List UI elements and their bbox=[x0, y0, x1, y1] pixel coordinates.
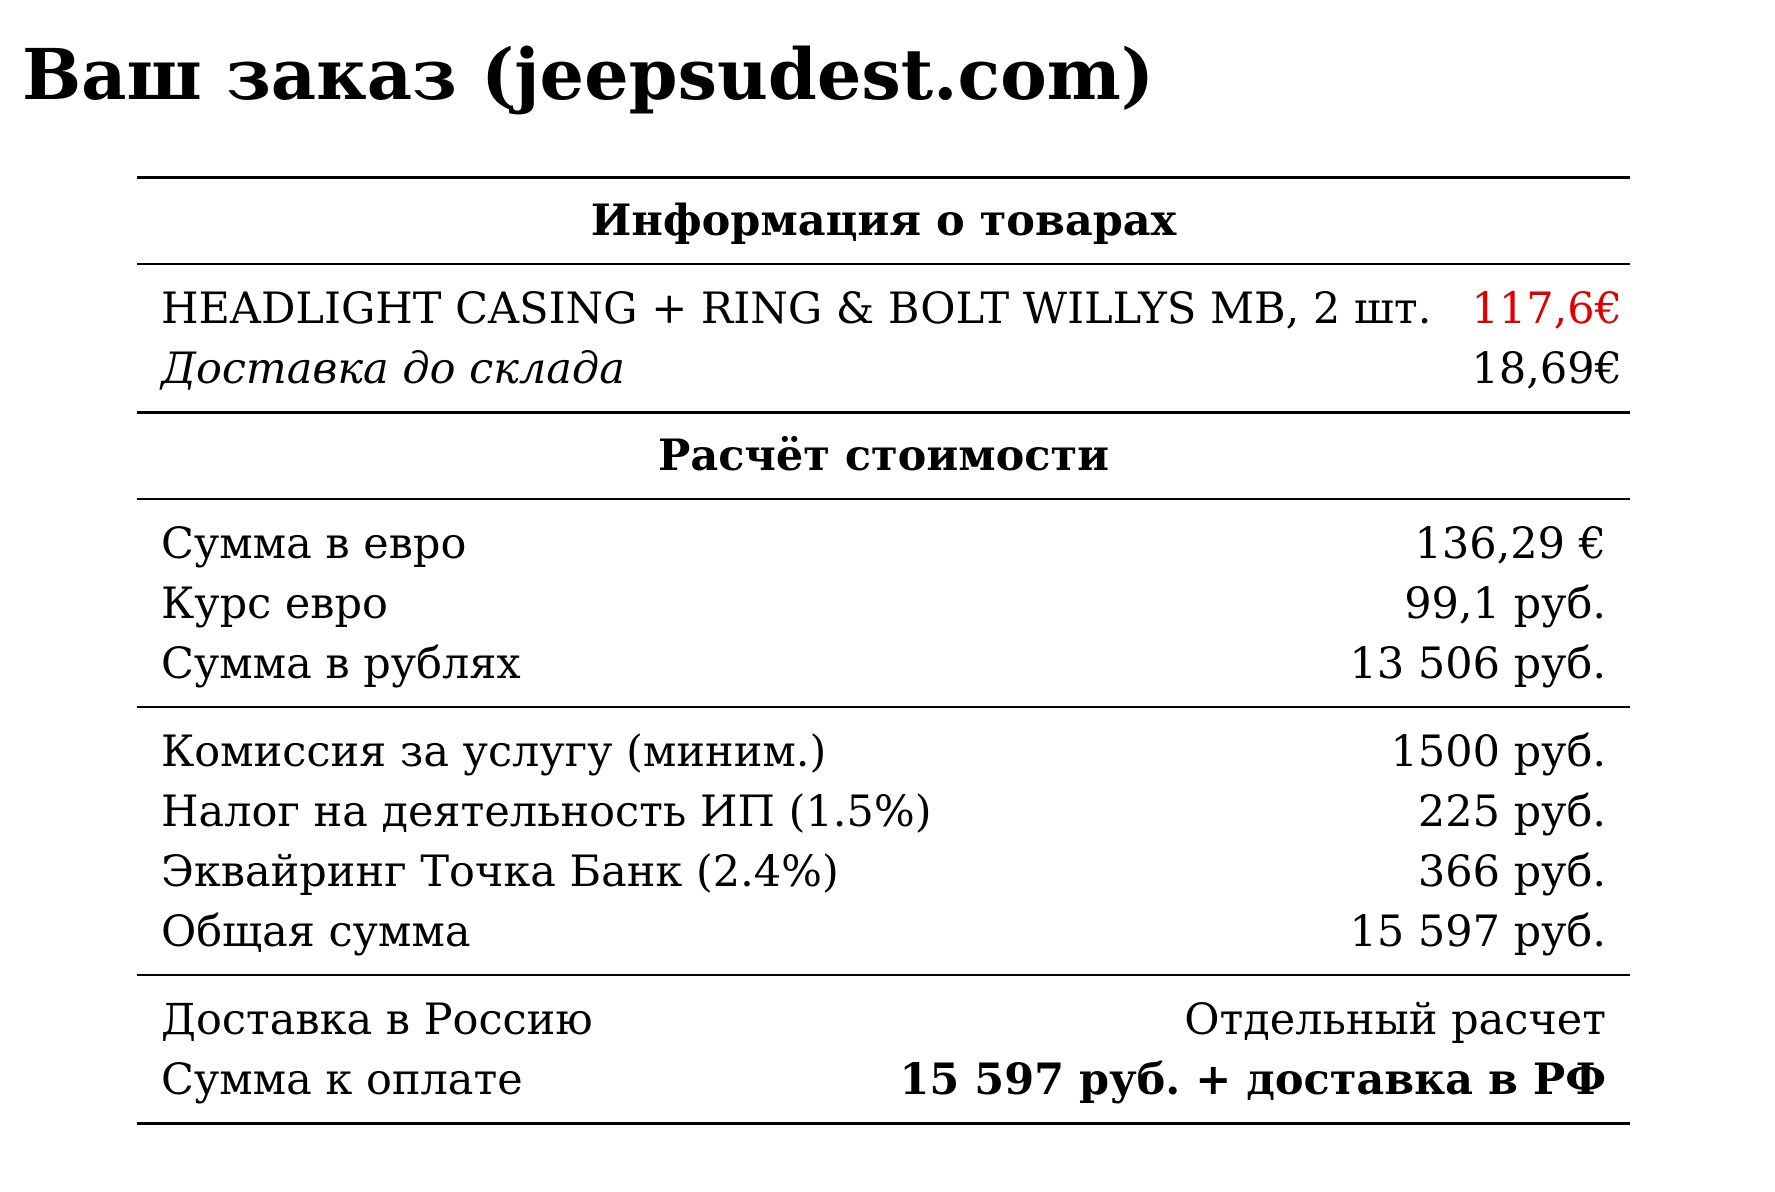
tax-row bbox=[137, 782, 1630, 842]
acquiring-value: 366 руб. bbox=[1417, 847, 1606, 897]
amount-due-row bbox=[137, 1050, 1630, 1110]
total-sum-value: 15 597 руб. bbox=[1349, 907, 1606, 957]
tax-value: 225 руб. bbox=[1417, 787, 1606, 837]
products-section-header: Информация о товарах bbox=[590, 196, 1177, 246]
calculation-section-header: Расчёт стоимости bbox=[658, 431, 1109, 481]
russia-delivery-label: Доставка в Россию bbox=[161, 995, 593, 1045]
page-title: Ваш заказ (jeepsudest.com) bbox=[22, 33, 1154, 116]
service-fee-value: 1500 руб. bbox=[1390, 727, 1606, 777]
sum-euro-label: Сумма в евро bbox=[161, 519, 467, 569]
acquiring-row bbox=[137, 842, 1630, 902]
sum-rubles-label: Сумма в рублях bbox=[161, 639, 521, 689]
warehouse-delivery-row bbox=[137, 339, 1630, 399]
sum-euro-row bbox=[137, 514, 1630, 574]
product-name: HEADLIGHT CASING + RING & BOLT WILLYS MB, 2 шт. bbox=[161, 284, 1432, 334]
table-bottom-rule bbox=[137, 1122, 1630, 1125]
euro-rate-label: Курс евро bbox=[161, 579, 388, 629]
amount-due-value: 15 597 руб. + доставка в РФ bbox=[899, 1055, 1606, 1105]
sum-euro-value: 136,29 € bbox=[1414, 519, 1606, 569]
tax-label: Налог на деятельность ИП (1.5%) bbox=[161, 787, 932, 837]
total-sum-row bbox=[137, 902, 1630, 962]
product-price: 117,6€ bbox=[1471, 284, 1622, 334]
euro-rate-value: 99,1 руб. bbox=[1404, 579, 1606, 629]
russia-delivery-value: Отдельный расчет bbox=[1184, 995, 1606, 1045]
sum-rubles-value: 13 506 руб. bbox=[1349, 639, 1606, 689]
amount-due-label: Сумма к оплате bbox=[161, 1055, 523, 1105]
total-sum-label: Общая сумма bbox=[161, 907, 471, 957]
service-fee-label: Комиссия за услугу (миним.) bbox=[161, 727, 827, 777]
warehouse-delivery-label: Доставка до склада bbox=[161, 344, 625, 394]
service-fee-row bbox=[137, 722, 1630, 782]
product-row bbox=[137, 279, 1630, 339]
russia-delivery-row bbox=[137, 990, 1630, 1050]
warehouse-delivery-value: 18,69€ bbox=[1471, 344, 1622, 394]
sum-rubles-row bbox=[137, 634, 1630, 694]
order-summary-table bbox=[137, 176, 1630, 1125]
euro-rate-row bbox=[137, 574, 1630, 634]
acquiring-label: Эквайринг Точка Банк (2.4%) bbox=[161, 847, 839, 897]
